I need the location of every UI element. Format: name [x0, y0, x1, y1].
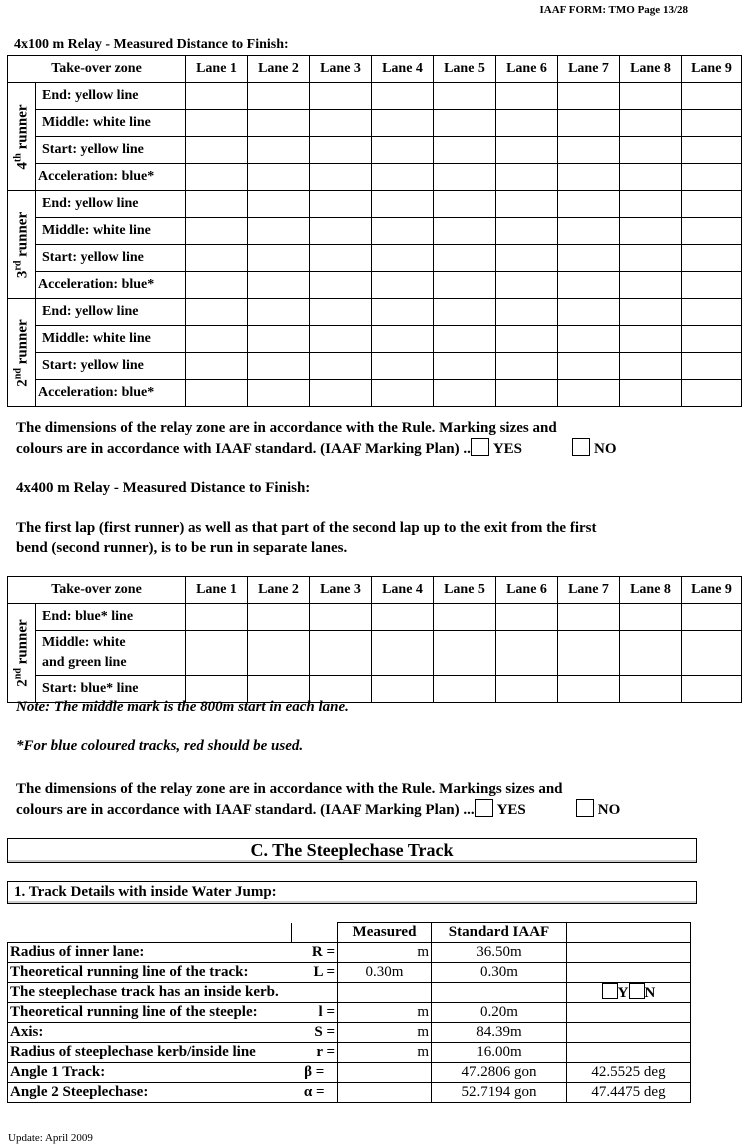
input-cell[interactable]: [186, 110, 248, 137]
lane-header: Lane 6: [496, 56, 558, 83]
input-cell[interactable]: [558, 326, 620, 353]
relay400-intro: The first lap (first runner) as well as that part of the second lap up to the exit from the first bend (second runner), is to be run in separate lanes.: [16, 520, 597, 556]
standard-cell: 52.7194 gon: [432, 1083, 567, 1103]
input-cell[interactable]: [186, 245, 248, 272]
standard-cell: 84.39m: [432, 1023, 567, 1043]
input-cell[interactable]: [558, 218, 620, 245]
subsection-title: 1. Track Details with inside Water Jump:: [7, 881, 697, 904]
standard-cell: 36.50m: [432, 943, 567, 963]
lane-header: Lane 3: [310, 577, 372, 604]
runner-label-3rd: 3rd runner: [8, 191, 36, 299]
input-cell[interactable]: [248, 218, 310, 245]
blank-cell: [8, 923, 292, 943]
row-symbol: r =: [292, 1043, 338, 1063]
input-cell[interactable]: [496, 245, 558, 272]
row-label: Start: yellow line: [36, 245, 186, 272]
input-cell[interactable]: [558, 380, 620, 407]
yes-checkbox[interactable]: [475, 799, 493, 817]
kerb-yes-label: Y: [617, 985, 629, 1001]
input-cell[interactable]: [620, 83, 682, 110]
row-label: Angle 1 Track:: [8, 1063, 292, 1083]
input-cell[interactable]: [372, 164, 434, 191]
input-cell[interactable]: [186, 272, 248, 299]
input-cell[interactable]: [186, 353, 248, 380]
measured-cell[interactable]: m: [338, 943, 432, 963]
standard-cell: 0.30m: [432, 963, 567, 983]
row-label: Theoretical running line of the steeple:: [8, 1003, 292, 1023]
yes-label: YES: [492, 441, 523, 457]
lane-header: Lane 8: [620, 577, 682, 604]
input-cell[interactable]: [372, 272, 434, 299]
lane-header: Lane 1: [186, 577, 248, 604]
input-cell[interactable]: [682, 676, 742, 703]
zone-header: Take-over zone: [8, 56, 186, 83]
input-cell[interactable]: [682, 353, 742, 380]
lane-header: Lane 3: [310, 56, 372, 83]
input-cell[interactable]: [434, 110, 496, 137]
measured-cell: [338, 983, 432, 1003]
input-cell[interactable]: [434, 299, 496, 326]
steeplechase-table: [7, 922, 691, 1103]
input-cell[interactable]: [496, 83, 558, 110]
row-symbol: α =: [292, 1083, 338, 1103]
kerb-yn: [567, 983, 691, 1003]
input-cell[interactable]: [248, 272, 310, 299]
input-cell[interactable]: [496, 631, 558, 676]
input-cell[interactable]: [558, 245, 620, 272]
lane-header: Lane 2: [248, 56, 310, 83]
no-checkbox[interactable]: [572, 438, 590, 456]
lane-header: Lane 9: [682, 56, 742, 83]
lane-header: Lane 2: [248, 577, 310, 604]
input-cell[interactable]: [496, 137, 558, 164]
input-cell[interactable]: [682, 218, 742, 245]
footnote: *For blue coloured tracks, red should be used.: [16, 738, 304, 754]
input-cell[interactable]: [434, 137, 496, 164]
input-cell[interactable]: [372, 380, 434, 407]
lane-header: Lane 9: [682, 577, 742, 604]
input-cell[interactable]: [682, 631, 742, 676]
input-cell[interactable]: [248, 245, 310, 272]
input-cell[interactable]: [310, 353, 372, 380]
input-cell[interactable]: [248, 110, 310, 137]
input-cell[interactable]: [620, 604, 682, 631]
lane-header: Lane 5: [434, 56, 496, 83]
row-label: Start: blue* line: [36, 676, 186, 703]
input-cell[interactable]: [620, 191, 682, 218]
input-cell[interactable]: [248, 299, 310, 326]
input-cell[interactable]: [434, 353, 496, 380]
row-label: The steeplechase track has an inside kerb.: [8, 983, 292, 1003]
row-label: End: yellow line: [36, 191, 186, 218]
lane-header: Lane 6: [496, 577, 558, 604]
input-cell[interactable]: [496, 191, 558, 218]
input-cell[interactable]: [372, 299, 434, 326]
input-cell[interactable]: [558, 137, 620, 164]
lane-header: Lane 1: [186, 56, 248, 83]
input-cell[interactable]: [620, 164, 682, 191]
input-cell[interactable]: [372, 137, 434, 164]
input-cell[interactable]: [434, 164, 496, 191]
input-cell[interactable]: [310, 631, 372, 676]
input-cell[interactable]: [620, 380, 682, 407]
standard-cell: 0.20m: [432, 1003, 567, 1023]
input-cell[interactable]: [620, 272, 682, 299]
standard-cell: 47.2806 gon: [432, 1063, 567, 1083]
row-label: Middle: white line: [36, 218, 186, 245]
input-cell[interactable]: [682, 245, 742, 272]
yes-label: YES: [496, 802, 526, 818]
relay400-note: Note: The middle mark is the 800m start in each lane.: [16, 699, 349, 715]
extra-cell: 47.4475 deg: [567, 1083, 691, 1103]
row-label: End: blue* line: [36, 604, 186, 631]
no-checkbox[interactable]: [576, 799, 594, 817]
input-cell[interactable]: [620, 326, 682, 353]
input-cell[interactable]: [372, 326, 434, 353]
input-cell[interactable]: [682, 380, 742, 407]
input-cell[interactable]: [310, 380, 372, 407]
yes-checkbox[interactable]: [471, 438, 489, 456]
input-cell[interactable]: [682, 164, 742, 191]
relay400-table: [7, 576, 742, 703]
input-cell[interactable]: [186, 604, 248, 631]
measured-cell[interactable]: m: [338, 1023, 432, 1043]
measured-cell[interactable]: 0.30m: [338, 963, 432, 983]
row-label: Middle: white line: [36, 110, 186, 137]
input-cell[interactable]: [496, 299, 558, 326]
input-cell[interactable]: [496, 110, 558, 137]
input-cell[interactable]: [682, 110, 742, 137]
input-cell[interactable]: [434, 326, 496, 353]
input-cell[interactable]: [496, 164, 558, 191]
input-cell[interactable]: [372, 353, 434, 380]
col-standard: Standard IAAF: [432, 923, 567, 943]
input-cell[interactable]: [310, 110, 372, 137]
row-label: Theoretical running line of the track:: [8, 963, 292, 983]
row-symbol: L =: [292, 963, 338, 983]
row-symbol: S =: [292, 1023, 338, 1043]
input-cell[interactable]: [620, 353, 682, 380]
no-label: NO: [597, 802, 621, 818]
input-cell[interactable]: [372, 245, 434, 272]
input-cell[interactable]: [310, 272, 372, 299]
kerb-yes-checkbox[interactable]: [602, 983, 618, 999]
lane-header: Lane 4: [372, 577, 434, 604]
input-cell[interactable]: [620, 299, 682, 326]
input-cell[interactable]: [558, 631, 620, 676]
input-cell[interactable]: [248, 353, 310, 380]
runner-label-2nd: 2nd runner: [8, 299, 36, 407]
kerb-no-label: N: [644, 985, 656, 1001]
input-cell[interactable]: [248, 83, 310, 110]
lane-header: Lane 7: [558, 56, 620, 83]
input-cell[interactable]: [620, 110, 682, 137]
input-cell[interactable]: [434, 191, 496, 218]
row-symbol: l =: [292, 1003, 338, 1023]
input-cell[interactable]: [310, 218, 372, 245]
input-cell[interactable]: [310, 164, 372, 191]
extra-cell: 42.5525 deg: [567, 1063, 691, 1083]
input-cell[interactable]: [558, 164, 620, 191]
row-label: Radius of steeplechase kerb/inside line: [8, 1043, 292, 1063]
row-label: Acceleration: blue*: [36, 164, 186, 191]
runner-label-4th: 4th runner: [8, 83, 36, 191]
input-cell[interactable]: [682, 326, 742, 353]
row-label: Axis:: [8, 1023, 292, 1043]
measured-cell[interactable]: [338, 1063, 432, 1083]
relay400-title: 4x400 m Relay - Measured Distance to Finish:: [16, 480, 311, 496]
input-cell[interactable]: [186, 218, 248, 245]
input-cell[interactable]: [372, 604, 434, 631]
input-cell[interactable]: [558, 604, 620, 631]
lane-header: Lane 5: [434, 577, 496, 604]
extra-cell: [567, 963, 691, 983]
input-cell[interactable]: [434, 272, 496, 299]
input-cell[interactable]: [372, 191, 434, 218]
row-label: Start: yellow line: [36, 137, 186, 164]
input-cell[interactable]: [372, 83, 434, 110]
input-cell[interactable]: [620, 218, 682, 245]
input-cell[interactable]: [310, 245, 372, 272]
input-cell[interactable]: [248, 326, 310, 353]
extra-cell: [567, 1003, 691, 1023]
input-cell[interactable]: [434, 380, 496, 407]
input-cell[interactable]: [682, 191, 742, 218]
input-cell[interactable]: [682, 137, 742, 164]
input-cell[interactable]: [248, 604, 310, 631]
input-cell[interactable]: [310, 137, 372, 164]
row-label: Start: yellow line: [36, 353, 186, 380]
input-cell[interactable]: [372, 631, 434, 676]
zone-header: Take-over zone: [8, 577, 186, 604]
input-cell[interactable]: [496, 380, 558, 407]
input-cell[interactable]: [186, 137, 248, 164]
input-cell[interactable]: [310, 83, 372, 110]
input-cell[interactable]: [186, 299, 248, 326]
row-label-middle: Middle: white and green line: [36, 631, 186, 676]
col-measured: Measured: [338, 923, 432, 943]
row-label: Radius of inner lane:: [8, 943, 292, 963]
row-label: Middle: white line: [36, 326, 186, 353]
input-cell[interactable]: [496, 218, 558, 245]
blank-cell: [292, 923, 338, 943]
input-cell[interactable]: [496, 272, 558, 299]
input-cell[interactable]: [248, 191, 310, 218]
input-cell[interactable]: [248, 137, 310, 164]
extra-cell: [567, 1023, 691, 1043]
standard-cell: 16.00m: [432, 1043, 567, 1063]
input-cell[interactable]: [682, 272, 742, 299]
runner-label-2nd: 2nd runner: [8, 604, 36, 703]
no-label: NO: [594, 441, 617, 457]
input-cell[interactable]: [620, 631, 682, 676]
standard-cell: [432, 983, 567, 1003]
input-cell[interactable]: [620, 245, 682, 272]
row-label: Acceleration: blue*: [36, 272, 186, 299]
input-cell[interactable]: [682, 299, 742, 326]
measured-cell[interactable]: [338, 1083, 432, 1103]
input-cell[interactable]: [620, 676, 682, 703]
input-cell[interactable]: [434, 604, 496, 631]
measured-cell[interactable]: m: [338, 1043, 432, 1063]
input-cell[interactable]: [186, 631, 248, 676]
lane-header: Lane 8: [620, 56, 682, 83]
input-cell[interactable]: [558, 676, 620, 703]
relay100-statement: The dimensions of the relay zone are in accordance with the Rule. Marking sizes and colours are in accordance with IAAF standard. (IAAF Marking Plan) .. YES NO: [16, 420, 617, 457]
measured-cell[interactable]: m: [338, 1003, 432, 1023]
kerb-no-checkbox[interactable]: [629, 983, 645, 999]
input-cell[interactable]: [496, 676, 558, 703]
row-symbol: [292, 983, 338, 1003]
input-cell[interactable]: [310, 299, 372, 326]
input-cell[interactable]: [310, 326, 372, 353]
blank-cell: [567, 923, 691, 943]
input-cell[interactable]: [372, 110, 434, 137]
input-cell[interactable]: [186, 326, 248, 353]
extra-cell: [567, 943, 691, 963]
footer-update: Update: April 2009: [8, 1132, 93, 1144]
input-cell[interactable]: [496, 326, 558, 353]
input-cell[interactable]: [558, 299, 620, 326]
input-cell[interactable]: [558, 110, 620, 137]
row-label: End: yellow line: [36, 299, 186, 326]
input-cell[interactable]: [434, 83, 496, 110]
row-label: End: yellow line: [36, 83, 186, 110]
input-cell[interactable]: [558, 272, 620, 299]
input-cell[interactable]: [372, 676, 434, 703]
form-reference: IAAF FORM: TMO Page 13/28: [539, 4, 688, 16]
input-cell[interactable]: [372, 218, 434, 245]
input-cell[interactable]: [496, 604, 558, 631]
relay400-statement: The dimensions of the relay zone are in accordance with the Rule. Markings sizes and colours are in accordance with IAAF standard. (IAAF Marking Plan) ... YES NO: [16, 781, 621, 818]
input-cell[interactable]: [310, 191, 372, 218]
input-cell[interactable]: [248, 631, 310, 676]
relay100-title: 4x100 m Relay - Measured Distance to Finish:: [14, 37, 289, 52]
extra-cell: [567, 1043, 691, 1063]
lane-header: Lane 7: [558, 577, 620, 604]
input-cell[interactable]: [310, 604, 372, 631]
input-cell[interactable]: [558, 353, 620, 380]
input-cell[interactable]: [186, 380, 248, 407]
row-symbol: R =: [292, 943, 338, 963]
input-cell[interactable]: [186, 83, 248, 110]
input-cell[interactable]: [434, 245, 496, 272]
input-cell[interactable]: [186, 164, 248, 191]
input-cell[interactable]: [496, 353, 558, 380]
row-symbol: β =: [292, 1063, 338, 1083]
input-cell[interactable]: [682, 83, 742, 110]
row-label: Angle 2 Steeplechase:: [8, 1083, 292, 1103]
input-cell[interactable]: [434, 631, 496, 676]
input-cell[interactable]: [248, 380, 310, 407]
input-cell[interactable]: [558, 191, 620, 218]
input-cell[interactable]: [248, 164, 310, 191]
input-cell[interactable]: [434, 218, 496, 245]
row-label: Acceleration: blue*: [36, 380, 186, 407]
input-cell[interactable]: [186, 191, 248, 218]
relay100-table: [7, 55, 742, 407]
input-cell[interactable]: [558, 83, 620, 110]
input-cell[interactable]: [434, 676, 496, 703]
lane-header: Lane 4: [372, 56, 434, 83]
input-cell[interactable]: [620, 137, 682, 164]
section-title: C. The Steeplechase Track: [7, 838, 697, 863]
input-cell[interactable]: [682, 604, 742, 631]
